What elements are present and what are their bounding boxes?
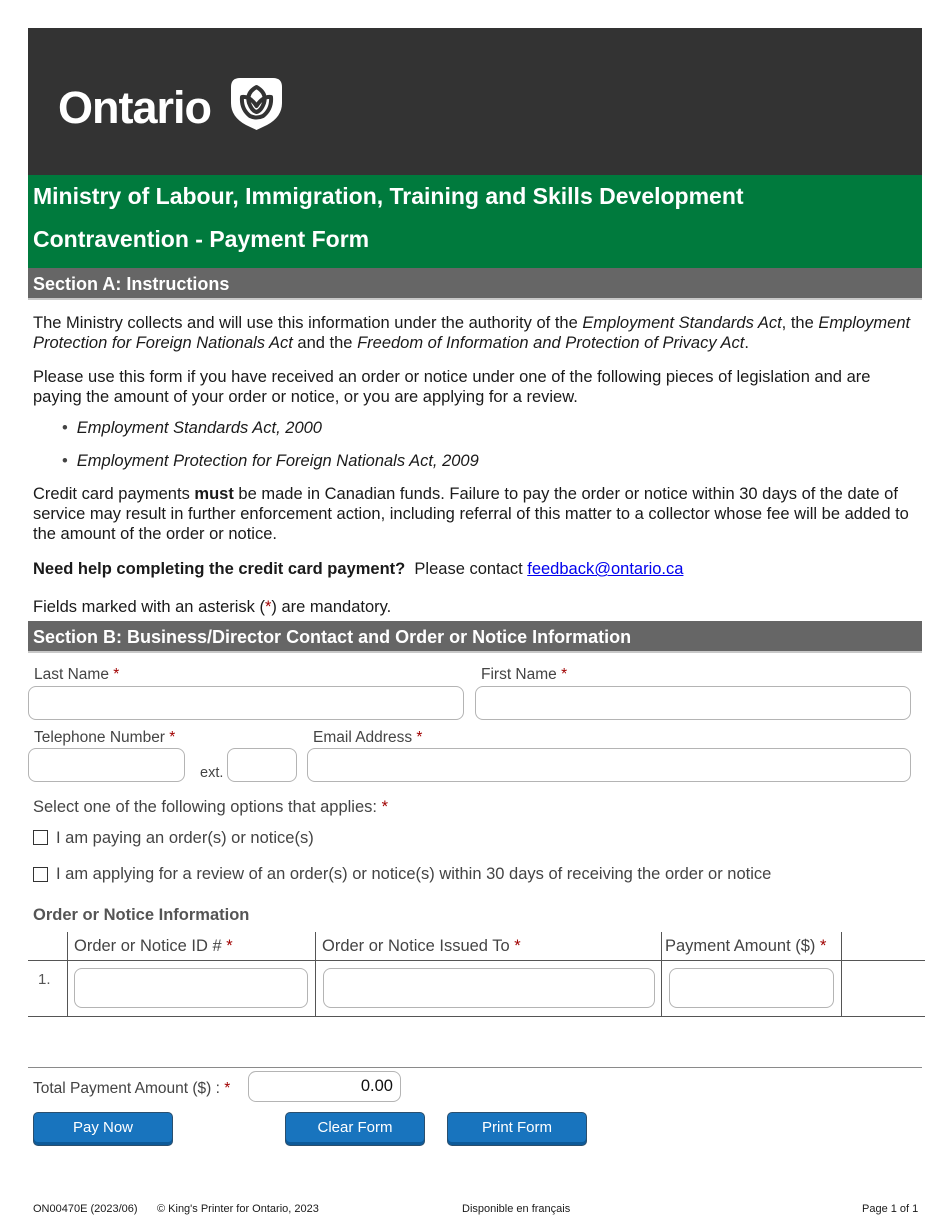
email-input[interactable] (307, 748, 911, 782)
extension-input[interactable] (227, 748, 297, 782)
telephone-label: Telephone Number * (34, 729, 176, 746)
page-number: Page 1 of 1 (862, 1203, 919, 1215)
table-divider (315, 932, 316, 1016)
first-name-label: First Name * (481, 666, 568, 683)
payment-amount-header: Payment Amount ($) * (665, 937, 827, 955)
table-divider (661, 932, 662, 1016)
order-info-title: Order or Notice Information (33, 906, 250, 924)
last-name-label: Last Name * (34, 666, 120, 683)
ontario-logo-text: Ontario (58, 82, 212, 133)
row-number: 1. (38, 971, 51, 988)
feedback-email-link[interactable]: feedback@ontario.ca (527, 560, 684, 578)
table-divider (67, 932, 68, 1016)
table-divider (841, 932, 842, 1016)
legislation-item: • Employment Standards Act, 2000 (62, 419, 322, 437)
review-request-checkbox[interactable] (33, 867, 48, 882)
collection-notice: The Ministry collects and will use this information under the authority of the Employment Standards Act, the Employment Protection for Foreign Nationals Act and the Freedom of Information and Protection of Privacy Act. (33, 314, 911, 352)
select-option-prompt: Select one of the following options that applies: * (33, 798, 388, 816)
legislation-item: • Employment Protection for Foreign Nationals Act, 2009 (62, 452, 479, 470)
copyright: © King's Printer for Ontario, 2023 (157, 1203, 319, 1215)
mandatory-note: Fields marked with an asterisk (*) are mandatory. (33, 598, 392, 616)
section-a-header: Section A: Instructions (28, 268, 922, 300)
ministry-name: Ministry of Labour, Immigration, Training and Skills Development (33, 183, 744, 209)
paying-order-checkbox[interactable] (33, 830, 48, 845)
email-label: Email Address * (313, 729, 423, 746)
form-number: ON00470E (2023/06) (33, 1203, 138, 1215)
section-b-header: Section B: Business/Director Contact and Order or Notice Information (28, 621, 922, 653)
ext-label: ext. (200, 765, 224, 781)
usage-instructions: Please use this form if you have received an order or notice under one of the following pieces of legislation and are paying the amount of your order or notice, or you are applying for a review. (33, 368, 871, 406)
order-id-header: Order or Notice ID # * (74, 937, 233, 955)
form-title: Contravention - Payment Form (33, 226, 370, 252)
total-payment-label: Total Payment Amount ($) : * (33, 1080, 231, 1097)
order-id-input[interactable] (74, 968, 308, 1008)
ontario-trillium-icon (228, 75, 285, 132)
print-form-button[interactable]: Print Form (447, 1112, 587, 1146)
pay-now-button[interactable]: Pay Now (33, 1112, 173, 1146)
last-name-input[interactable] (28, 686, 464, 720)
paying-order-label: I am paying an order(s) or notice(s) (56, 829, 314, 847)
telephone-input[interactable] (28, 748, 185, 782)
issued-to-input[interactable] (323, 968, 655, 1008)
table-bottom-rule (28, 1016, 925, 1017)
payment-amount-input[interactable] (669, 968, 834, 1008)
french-availability: Disponible en français (462, 1203, 571, 1215)
clear-form-button[interactable]: Clear Form (285, 1112, 425, 1146)
issued-to-header: Order or Notice Issued To * (322, 937, 521, 955)
review-request-label: I am applying for a review of an order(s) or notice(s) within 30 days of receiving the order or notice (56, 865, 772, 883)
first-name-input[interactable] (475, 686, 911, 720)
payment-notice: Credit card payments must be made in Canadian funds. Failure to pay the order or notice within 30 days of the date of service may result in further enforcement action, including referral of this matter to a collector whose fee will be added to the amount of the order or notice. (33, 485, 909, 543)
table-header-rule (28, 960, 925, 961)
total-payment-field[interactable]: 0.00 (248, 1071, 401, 1102)
total-separator (28, 1067, 922, 1068)
help-line: Need help completing the credit card payment? Please contact feedback@ontario.ca (33, 560, 684, 578)
